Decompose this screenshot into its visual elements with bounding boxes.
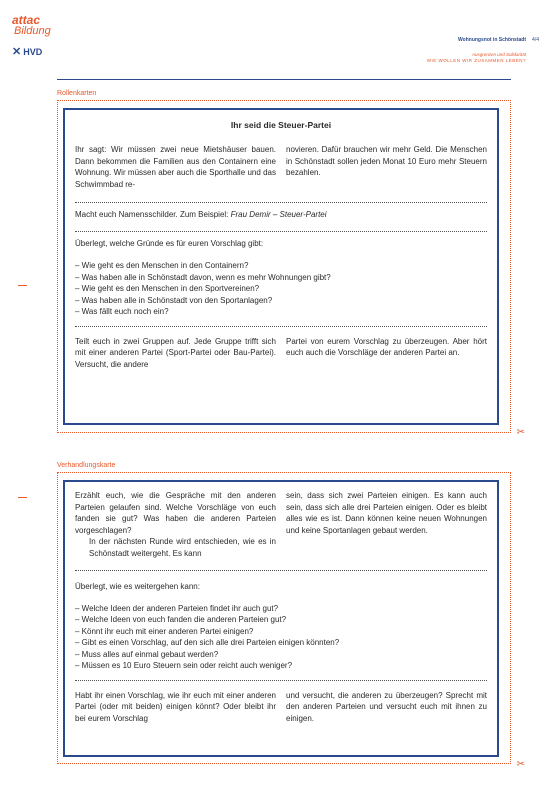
list-item: – Welche Ideen von euch fanden die anderen Parteien gut? bbox=[75, 615, 287, 624]
list-item: – Was haben alle in Schönstadt von den Sportanlagen? bbox=[75, 295, 273, 305]
groups-instruction bbox=[75, 336, 487, 371]
role-intro-right: novieren. Dafür brauchen wir mehr Geld. Die Menschen in Schönstadt sollen jeden Monat 10 Euro mehr Steuern bezahlen. bbox=[286, 145, 487, 177]
list-item: – Muss alles auf einmal gebaut werden? bbox=[75, 649, 219, 659]
reasons-intro: Überlegt, welche Gründe es für euren Vorschlag gibt: bbox=[75, 238, 264, 248]
header-rule bbox=[57, 79, 511, 80]
dotted-divider bbox=[75, 326, 487, 327]
section-label-verhandlungskarte: Verhandlungskarte bbox=[57, 462, 116, 469]
fold-mark bbox=[18, 285, 27, 286]
list-item: – Gibt es einen Vorschlag, auf den sich alle drei Parteien einigen könnten? bbox=[75, 638, 340, 647]
header-subtitle: Ausgrenzen und Solidarität bbox=[471, 52, 526, 57]
hvd-mark-icon: ✕ bbox=[12, 46, 22, 58]
dotted-divider bbox=[75, 231, 487, 232]
bildung-logo-text: Bildung bbox=[14, 25, 51, 37]
name-tag-example: Frau Demir – Steuer-Partei bbox=[230, 210, 327, 219]
list-item: – Welche Ideen der anderen Parteien findet ihr auch gut? bbox=[75, 603, 279, 613]
hvd-logo bbox=[12, 45, 51, 58]
list-item: – Was haben alle in Schönstadt davon, wenn es mehr Wohnungen gibt? bbox=[75, 272, 331, 282]
questions-list bbox=[75, 603, 487, 672]
role-intro bbox=[75, 144, 487, 190]
negotiation-card bbox=[63, 480, 499, 757]
dotted-divider bbox=[75, 202, 487, 203]
header-title: Wohnungsnot in Schönstadt bbox=[458, 37, 526, 43]
role-card bbox=[63, 108, 499, 425]
list-item: – Wie geht es den Menschen in den Sportvereinen? bbox=[75, 284, 260, 293]
list-item: – Müssen es 10 Euro Steuern sein oder reicht auch weniger? bbox=[75, 661, 293, 670]
negotiation-outro bbox=[75, 690, 487, 725]
next-steps-intro: Überlegt, wie es weitergehen kann: bbox=[75, 582, 200, 591]
fold-mark bbox=[18, 497, 27, 498]
page-number: 4/4 bbox=[532, 37, 539, 43]
scissors-icon: ✂ bbox=[516, 759, 525, 770]
negotiation-outro-left: Habt ihr einen Vorschlag, wie ihr euch mit einer anderen Partei (oder mit beiden) einigen könnt? Oder bleibt ihr bei eurem Vorschlag bbox=[75, 690, 276, 723]
negotiation-intro-right: sein, dass sich zwei Parteien einigen. Es kann auch sein, dass sich alle drei Parteien einigen. Oder es bleibt alles wie es ist. Dann können keine neuen Wohnungen und keine Sportanlagen gebaut werden. bbox=[286, 491, 487, 535]
card-title: Ihr seid die Steuer-Partei bbox=[230, 120, 332, 130]
name-tag-prefix: Macht euch Namensschilder. Zum Beispiel: bbox=[75, 210, 231, 219]
scissors-icon: ✂ bbox=[516, 427, 525, 438]
dotted-divider bbox=[75, 680, 487, 681]
page-header bbox=[427, 37, 526, 63]
list-item: – Könnt ihr euch mit einer anderen Partei einigen? bbox=[75, 626, 254, 636]
logo bbox=[12, 14, 51, 58]
list-item: – Wie geht es den Menschen in den Containern? bbox=[75, 261, 249, 270]
name-tag-instruction bbox=[75, 209, 487, 221]
negotiation-intro-left bbox=[75, 490, 276, 559]
role-intro-left: Ihr sagt: Wir müssen zwei neue Mietshäuser bauen. Dann bekommen die Familien aus den Containern eine Wohnung. Wir müssen aber auch die Sporthalle und das Schwimmbad re- bbox=[75, 145, 276, 189]
negotiation-intro-left-p1: Erzählt euch, wie die Gespräche mit den anderen Parteien gelaufen sind. Welche Vorschläge von euch fanden sie gut? Was haben die anderen Parteien vorgeschlagen? bbox=[75, 491, 276, 535]
section-label-rollenkarten: Rollenkarten bbox=[57, 90, 97, 97]
groups-left: Teilt euch in zwei Gruppen auf. Jede Gruppe trifft sich mit einer anderen Partei (Sport-Partei oder Bau-Partei). Versucht, die andere bbox=[75, 336, 276, 369]
list-item: – Was fällt euch noch ein? bbox=[75, 307, 169, 316]
attac-logo-text: attac bbox=[12, 13, 41, 27]
hvd-logo-text: HVD bbox=[23, 46, 43, 57]
reasons-list bbox=[75, 260, 487, 318]
header-section-title: WIE WOLLEN WIR ZUSAMMEN LEBEN? bbox=[426, 58, 526, 63]
negotiation-intro-left-p2: In der nächsten Runde wird entschieden, wie es in Schönstadt weitergeht. Es kann bbox=[89, 537, 276, 558]
negotiation-outro-right: und versucht, die anderen zu überzeugen? Sprecht mit den anderen Parteien und versucht euch mit ihnen zu einigen. bbox=[286, 690, 487, 723]
groups-right: Partei von eurem Vorschlag zu überzeugen. Aber hört euch auch die Vorschläge der anderen Partei an. bbox=[286, 336, 487, 357]
dotted-divider bbox=[75, 570, 487, 571]
negotiation-intro bbox=[75, 490, 487, 559]
